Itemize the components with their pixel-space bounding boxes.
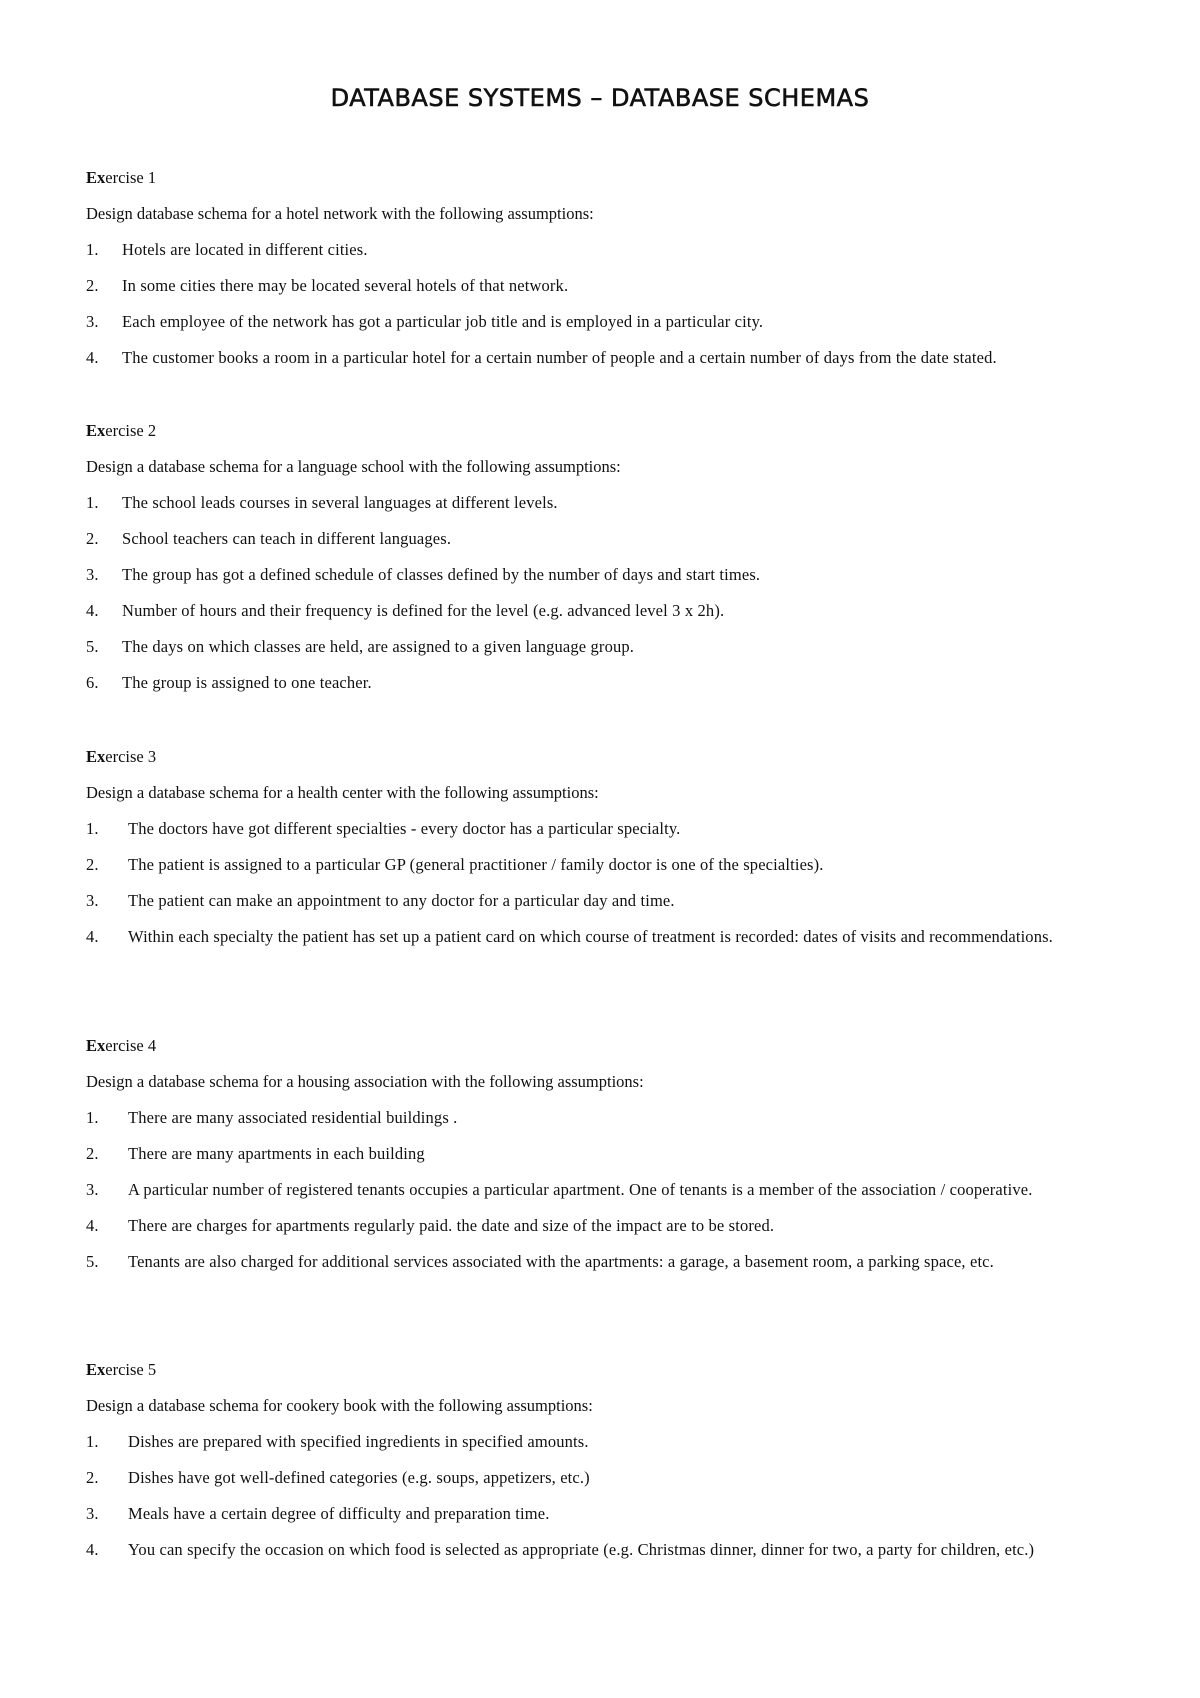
item-text: A particular number of registered tenants occupies a particular apartment. One of tenants is a member of the association / cooperative. xyxy=(128,1180,1033,1199)
exercise-4 xyxy=(86,1028,1146,1280)
list-item xyxy=(86,593,1146,629)
exercise-intro: Design a database schema for a health center with the following assumptions: xyxy=(86,783,599,802)
exercise-intro: Design a database schema for a language school with the following assumptions: xyxy=(86,457,621,476)
item-number: 1. xyxy=(86,1108,99,1127)
exercise-heading-bold: Ex xyxy=(86,421,106,440)
item-text: Dishes have got well-defined categories (e.g. soups, appetizers, etc.) xyxy=(128,1468,590,1487)
item-text: Tenants are also charged for additional services associated with the apartments: a garage, a basement room, a parking space, etc. xyxy=(128,1252,994,1271)
list-item xyxy=(86,485,1146,521)
exercise-1 xyxy=(86,160,1146,376)
exercise-5 xyxy=(86,1352,1146,1568)
item-number: 1. xyxy=(86,1432,99,1451)
exercise-heading-rest: ercise 2 xyxy=(105,421,157,440)
list-item xyxy=(86,1136,1146,1172)
list-item xyxy=(86,1244,1146,1280)
item-text: Within each specialty the patient has set up a patient card on which course of treatment is recorded: dates of visits and recommendations. xyxy=(128,927,1053,946)
exercise-heading-rest: ercise 4 xyxy=(105,1036,157,1055)
list-item xyxy=(86,232,1146,268)
list-item xyxy=(86,1100,1146,1136)
item-number: 3. xyxy=(86,312,99,331)
item-number: 3. xyxy=(86,565,99,584)
item-text: The doctors have got different specialties - every doctor has a particular specialty. xyxy=(128,819,681,838)
item-number: 2. xyxy=(86,1144,99,1163)
item-text: Hotels are located in different cities. xyxy=(122,240,368,259)
list-item xyxy=(86,1172,1146,1208)
exercise-heading xyxy=(86,1028,1146,1064)
list-item xyxy=(86,665,1146,701)
item-number: 4. xyxy=(86,1540,99,1559)
assumption-list xyxy=(86,485,1146,701)
item-number: 5. xyxy=(86,637,99,656)
list-item xyxy=(86,557,1146,593)
item-text: Dishes are prepared with specified ingredients in specified amounts. xyxy=(128,1432,589,1451)
item-number: 3. xyxy=(86,891,99,910)
item-text: There are many apartments in each building xyxy=(128,1144,425,1163)
item-number: 1. xyxy=(86,493,99,512)
exercise-heading-rest: ercise 5 xyxy=(105,1360,157,1379)
exercise-heading xyxy=(86,739,1146,775)
item-text: Each employee of the network has got a particular job title and is employed in a particular city. xyxy=(122,312,764,331)
list-item xyxy=(86,1460,1146,1496)
item-number: 2. xyxy=(86,1468,99,1487)
exercise-heading-bold: Ex xyxy=(86,1360,106,1379)
item-number: 4. xyxy=(86,927,99,946)
exercise-intro: Design a database schema for a housing association with the following assumptions: xyxy=(86,1072,644,1091)
item-text: In some cities there may be located several hotels of that network. xyxy=(122,276,569,295)
list-item xyxy=(86,1208,1146,1244)
page-title: DATABASE SYSTEMS – DATABASE SCHEMAS xyxy=(330,84,870,112)
list-item xyxy=(86,521,1146,557)
exercise-heading-rest: ercise 3 xyxy=(105,747,157,766)
exercise-2 xyxy=(86,413,1146,701)
item-number: 1. xyxy=(86,240,99,259)
item-text: There are many associated residential buildings . xyxy=(128,1108,458,1127)
list-item xyxy=(86,883,1146,919)
item-number: 6. xyxy=(86,673,99,692)
exercise-intro: Design a database schema for cookery book with the following assumptions: xyxy=(86,1396,593,1415)
list-item xyxy=(86,811,1146,847)
item-text: Meals have a certain degree of difficulty and preparation time. xyxy=(128,1504,550,1523)
list-item xyxy=(86,1424,1146,1460)
list-item xyxy=(86,304,1146,340)
item-number: 2. xyxy=(86,276,99,295)
item-number: 2. xyxy=(86,529,99,548)
item-text: You can specify the occasion on which food is selected as appropriate (e.g. Christmas dinner, dinner for two, a party for children, etc.) xyxy=(128,1540,1035,1559)
exercise-intro: Design database schema for a hotel network with the following assumptions: xyxy=(86,204,594,223)
list-item xyxy=(86,1532,1146,1568)
item-text: The patient is assigned to a particular GP (general practitioner / family doctor is one of the specialties). xyxy=(128,855,824,874)
item-text: The group is assigned to one teacher. xyxy=(122,673,372,692)
exercise-heading xyxy=(86,1352,1146,1388)
item-number: 2. xyxy=(86,855,99,874)
exercise-heading xyxy=(86,413,1146,449)
item-number: 4. xyxy=(86,601,99,620)
item-text: The group has got a defined schedule of classes defined by the number of days and start times. xyxy=(122,565,761,584)
assumption-list xyxy=(86,1424,1146,1568)
item-text: School teachers can teach in different languages. xyxy=(122,529,452,548)
item-number: 4. xyxy=(86,348,99,367)
item-text: The customer books a room in a particular hotel for a certain number of people and a certain number of days from the date stated. xyxy=(122,348,997,367)
exercise-heading xyxy=(86,160,1146,196)
list-item xyxy=(86,1496,1146,1532)
exercise-3 xyxy=(86,739,1146,955)
item-text: Number of hours and their frequency is defined for the level (e.g. advanced level 3 x 2h). xyxy=(122,601,725,620)
item-number: 3. xyxy=(86,1504,99,1523)
list-item xyxy=(86,629,1146,665)
exercise-heading-bold: Ex xyxy=(86,168,106,187)
list-item xyxy=(86,268,1146,304)
list-item xyxy=(86,919,1146,955)
assumption-list xyxy=(86,1100,1146,1280)
exercise-heading-bold: Ex xyxy=(86,747,106,766)
item-text: The school leads courses in several languages at different levels. xyxy=(122,493,558,512)
item-text: There are charges for apartments regularly paid. the date and size of the impact are to be stored. xyxy=(128,1216,775,1235)
item-number: 1. xyxy=(86,819,99,838)
list-item xyxy=(86,340,1146,376)
list-item xyxy=(86,847,1146,883)
item-number: 5. xyxy=(86,1252,99,1271)
assumption-list xyxy=(86,811,1146,955)
item-number: 4. xyxy=(86,1216,99,1235)
item-text: The patient can make an appointment to any doctor for a particular day and time. xyxy=(128,891,675,910)
assumption-list xyxy=(86,232,1146,376)
item-number: 3. xyxy=(86,1180,99,1199)
exercise-heading-bold: Ex xyxy=(86,1036,106,1055)
item-text: The days on which classes are held, are assigned to a given language group. xyxy=(122,637,635,656)
exercise-heading-rest: ercise 1 xyxy=(105,168,157,187)
